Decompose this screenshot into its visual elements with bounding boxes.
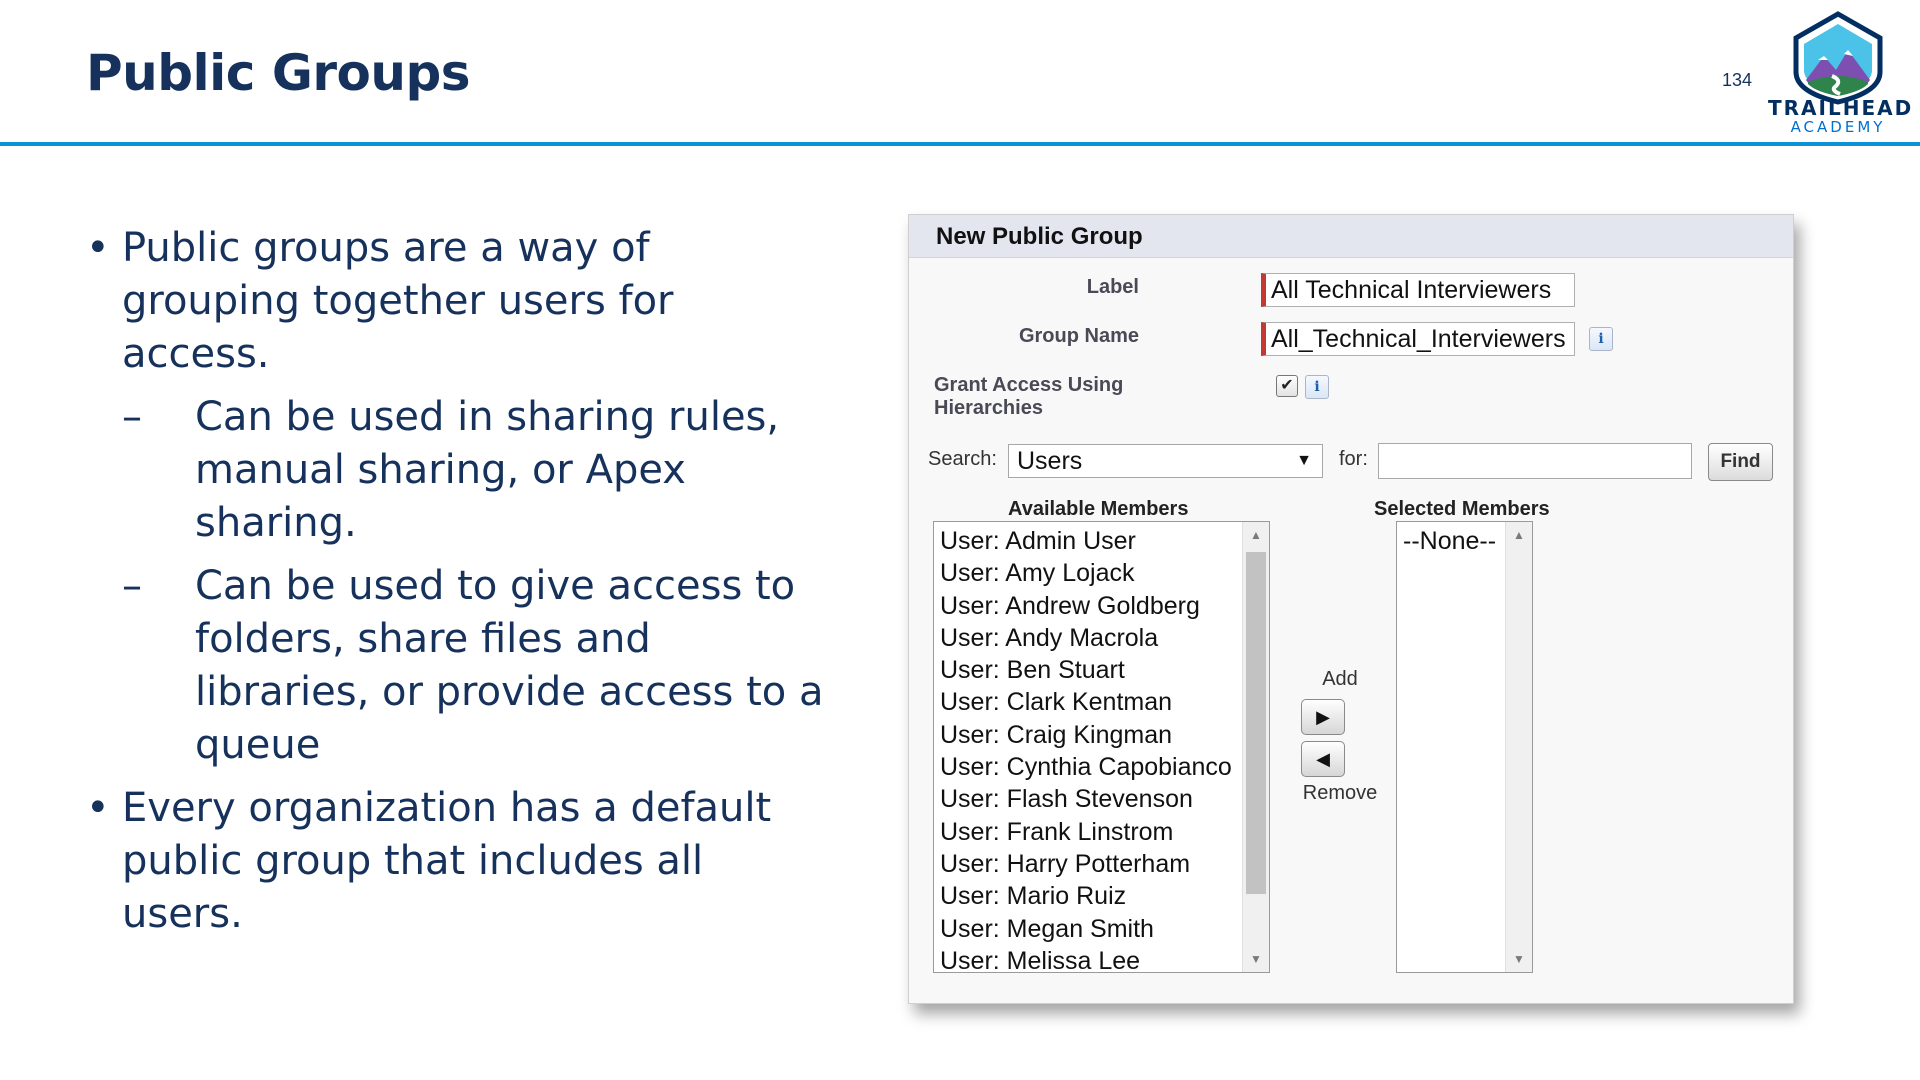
slide-title: Public Groups	[86, 44, 471, 102]
dialog-title: New Public Group	[936, 223, 1143, 250]
add-label: Add	[1322, 668, 1358, 690]
available-scrollbar[interactable]	[1242, 522, 1269, 972]
list-item[interactable]: User: Admin User	[940, 527, 1136, 555]
logo-wordmark: TRAILHEAD	[1768, 96, 1914, 120]
scrollbar-thumb[interactable]	[1246, 552, 1266, 894]
available-members-header: Available Members	[1008, 498, 1189, 520]
list-item[interactable]: User: Mario Ruiz	[940, 882, 1127, 911]
selected-members-list[interactable]	[1396, 521, 1533, 973]
label-field-label: Label	[1086, 276, 1139, 298]
chevron-down-icon: ▼	[1296, 452, 1312, 469]
new-public-group-dialog	[908, 214, 1794, 1004]
sub-bullet-text: Can be used in sharing rules, manual sharing, or Apex sharing.	[195, 394, 780, 546]
remove-button[interactable]	[1301, 741, 1345, 777]
group-name-input[interactable]: All_Technical_Interviewers	[1261, 322, 1575, 356]
list-item[interactable]: User: Craig Kingman	[940, 720, 1173, 749]
list-item[interactable]: User: Clark Kentman	[940, 688, 1173, 717]
selected-members-items	[1403, 525, 1496, 557]
find-button[interactable]: Find	[1708, 443, 1773, 481]
arrow-left-icon: ◀	[1316, 749, 1330, 769]
list-item[interactable]: User: Megan Smith	[940, 914, 1154, 943]
remove-label: Remove	[1302, 782, 1378, 804]
list-item[interactable]: User: Amy Lojack	[940, 559, 1135, 588]
grant-access-checkbox[interactable]: ✔	[1276, 375, 1298, 397]
label-input[interactable]: All Technical Interviewers	[1261, 273, 1575, 307]
list-item[interactable]: User: Melissa Lee	[940, 946, 1141, 973]
dialog-header	[909, 215, 1793, 258]
list-item[interactable]: --None--	[1403, 527, 1497, 555]
list-item[interactable]: User: Flash Stevenson	[940, 785, 1193, 814]
selected-scrollbar[interactable]	[1505, 522, 1532, 972]
info-icon[interactable]: i	[1305, 375, 1329, 399]
list-item[interactable]: User: Frank Linstrom	[940, 817, 1174, 846]
list-item[interactable]: User: Harry Potterham	[940, 849, 1191, 878]
header-rule	[0, 142, 1920, 146]
add-button[interactable]	[1301, 699, 1345, 735]
search-text-input[interactable]	[1378, 443, 1692, 479]
search-type-value: Users	[1017, 447, 1083, 475]
bullet-list	[86, 222, 826, 951]
list-item[interactable]: User: Ben Stuart	[940, 656, 1125, 685]
scroll-down-icon[interactable]: ▼	[1513, 952, 1525, 966]
sub-bullet-text: Can be used to give access to folders, share files and libraries, or provide access to a queue	[195, 563, 824, 768]
scroll-up-icon[interactable]: ▲	[1250, 528, 1262, 542]
list-item[interactable]: User: Andrew Goldberg	[940, 591, 1200, 620]
logo-subtitle: ACADEMY	[1790, 118, 1886, 136]
bullet-text: Every organization has a default public group that includes all users.	[122, 785, 772, 937]
page-number: 134	[1722, 70, 1753, 90]
list-item[interactable]: User: Cynthia Capobianco	[940, 753, 1232, 782]
group-name-field-label: Group Name	[1018, 325, 1139, 347]
info-icon[interactable]: i	[1589, 327, 1613, 351]
sub-bullet-item	[122, 391, 826, 550]
sub-bullet-item	[122, 560, 826, 772]
sub-bullet-marker: –	[122, 394, 142, 440]
available-members-items	[940, 525, 1232, 973]
dialog-body	[909, 258, 1793, 1003]
selected-members-header: Selected Members	[1374, 498, 1550, 520]
list-item[interactable]: User: Andy Macrola	[940, 623, 1159, 652]
bullet-marker: •	[86, 225, 110, 271]
grant-access-label: Grant Access Using Hierarchies	[934, 374, 1124, 419]
bullet-item	[86, 782, 826, 941]
arrow-right-icon: ▶	[1316, 707, 1330, 727]
available-members-list[interactable]	[933, 521, 1270, 973]
scroll-down-icon[interactable]: ▼	[1250, 952, 1262, 966]
sub-bullet-marker: –	[122, 563, 142, 609]
search-label: Search:	[928, 448, 997, 470]
bullet-item	[86, 222, 826, 381]
for-label: for:	[1339, 448, 1368, 470]
search-type-select[interactable]	[1008, 444, 1323, 478]
bullet-text: Public groups are a way of grouping together users for access.	[122, 225, 674, 377]
scroll-up-icon[interactable]: ▲	[1513, 528, 1525, 542]
bullet-marker: •	[86, 785, 110, 831]
